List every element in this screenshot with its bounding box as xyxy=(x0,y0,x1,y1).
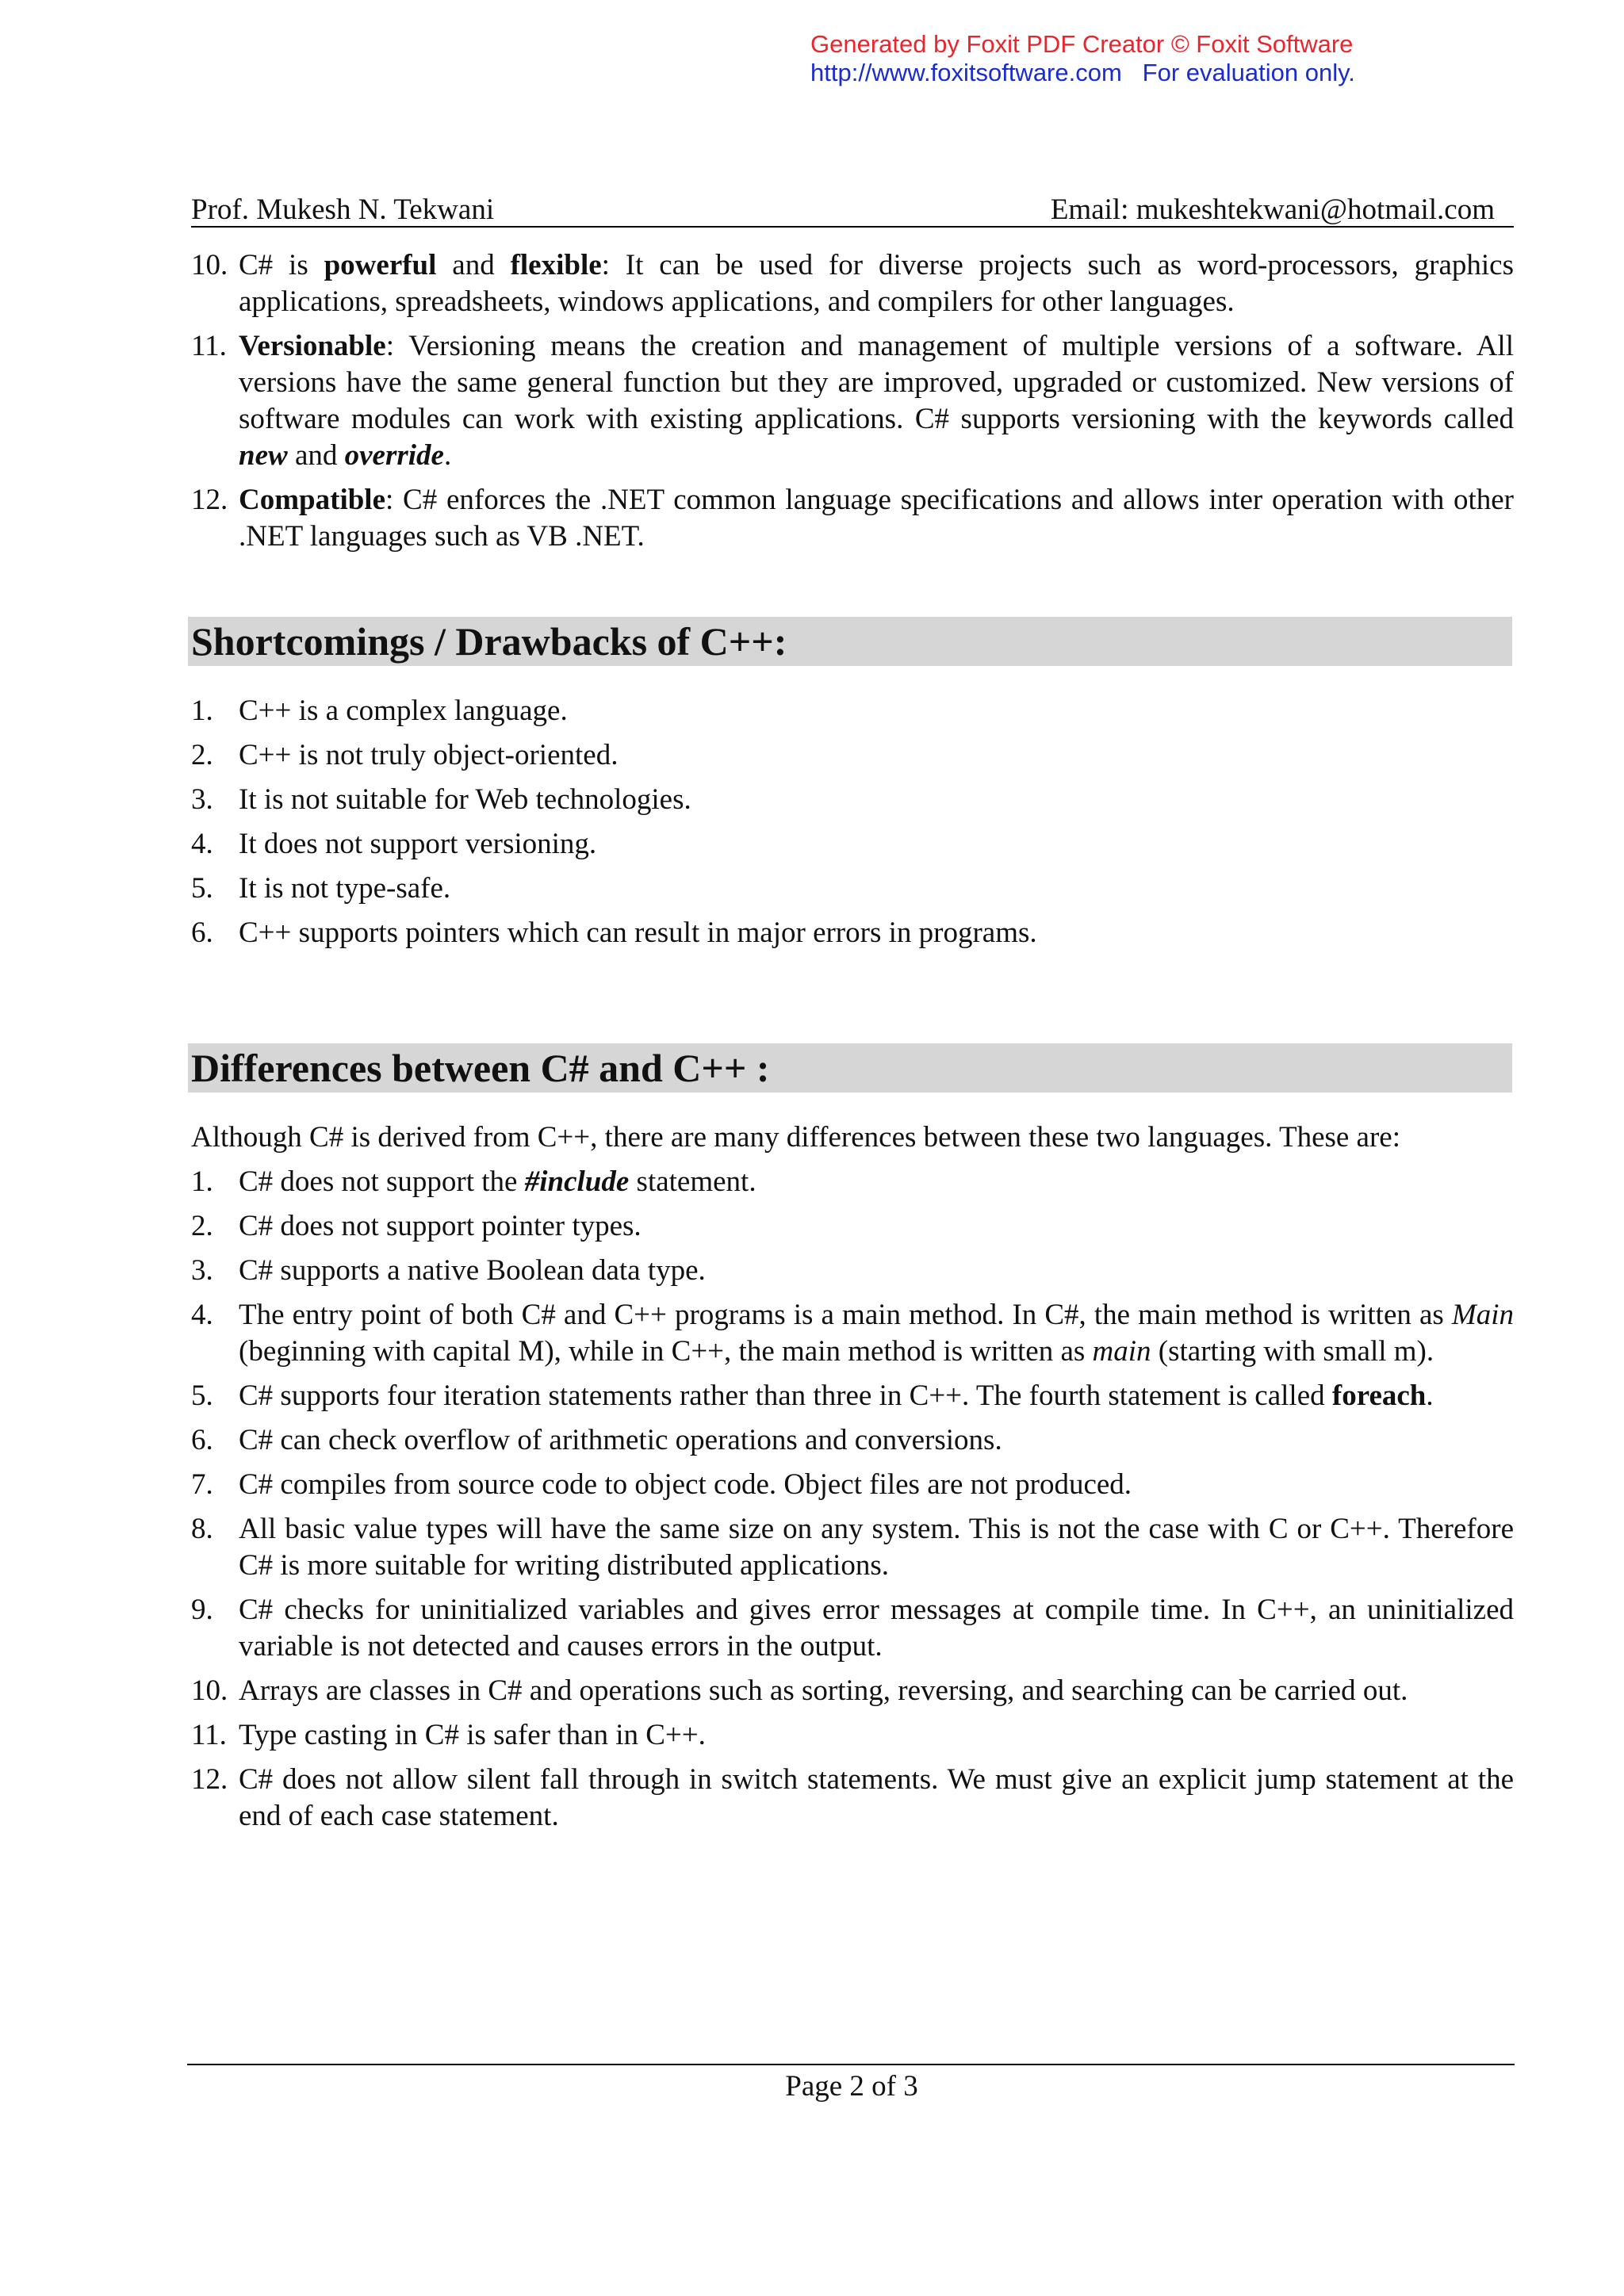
differences-list xyxy=(191,1164,1514,1835)
list-item-text: The entry point of both C# and C++ programs is a main method. In C#, the main method is written as xyxy=(239,1299,1452,1331)
page-footer: Page 2 of 3 xyxy=(785,2070,918,2103)
list-item xyxy=(191,1511,1514,1584)
list-item xyxy=(191,247,1514,320)
list-item-number: 9. xyxy=(191,1594,213,1626)
list-item xyxy=(191,737,1514,774)
list-item xyxy=(191,1378,1514,1414)
list-item-number: 5. xyxy=(191,1380,213,1412)
list-item xyxy=(191,1297,1514,1370)
list-item-text: C# can check overflow of arithmetic operations and conversions. xyxy=(239,1424,1002,1456)
watermark-line2 xyxy=(810,59,1355,87)
list-item-text: C# does not allow silent fall through in switch statements. We must give an explicit jump statement at the end of each case statement. xyxy=(239,1763,1514,1832)
header-email: Email: mukeshtekwani@hotmail.com xyxy=(1050,193,1495,226)
list-item-text: C# does not support pointer types. xyxy=(239,1210,642,1242)
list-item xyxy=(191,871,1514,907)
list-item-number: 4. xyxy=(191,828,213,860)
list-item-text: C# checks for uninitialized variables and gives error messages at compile time. In C++, an uninitialized variable is not detected and causes errors in the output. xyxy=(239,1594,1514,1663)
list-item-number: 10. xyxy=(191,249,228,281)
list-item-text: . xyxy=(443,439,452,472)
list-item-text: C# is xyxy=(239,249,324,281)
list-item-text: powerful xyxy=(324,249,437,281)
list-item xyxy=(191,782,1514,818)
list-item xyxy=(191,1762,1514,1835)
list-item-text: . xyxy=(1426,1380,1434,1412)
list-item-number: 8. xyxy=(191,1513,213,1545)
list-item-text: (starting with small m). xyxy=(1151,1335,1434,1368)
list-item-number: 1. xyxy=(191,695,213,727)
page-header xyxy=(191,193,1514,228)
list-item-text: It is not type-safe. xyxy=(239,872,451,905)
list-item xyxy=(191,1208,1514,1245)
list-item-text: new xyxy=(239,439,288,472)
list-item-text: Type casting in C# is safer than in C++. xyxy=(239,1719,706,1751)
list-item-text: override xyxy=(344,439,444,472)
shortcomings-list xyxy=(191,693,1514,951)
list-item-text: Compatible xyxy=(239,484,385,516)
watermark-url-link[interactable]: http://www.foxitsoftware.com xyxy=(810,59,1122,86)
list-item-number: 11. xyxy=(191,1719,227,1751)
list-item-text: Versionable xyxy=(239,330,386,362)
foxit-watermark xyxy=(810,30,1355,87)
list-item xyxy=(191,693,1514,729)
list-item-text: C++ is not truly object-oriented. xyxy=(239,739,619,771)
list-item-text: Main xyxy=(1451,1299,1514,1331)
list-item-text: C# supports four iteration statements rather than three in C++. The fourth statement is called xyxy=(239,1380,1332,1412)
list-item xyxy=(191,1467,1514,1503)
list-item xyxy=(191,1422,1514,1459)
list-item-text: C# compiles from source code to object code. Object files are not produced. xyxy=(239,1468,1132,1501)
list-item xyxy=(191,1717,1514,1754)
list-item-text: It is not suitable for Web technologies. xyxy=(239,783,691,816)
list-item xyxy=(191,915,1514,951)
differences-intro: Although C# is derived from C++, there are many differences between these two languages. These are: xyxy=(191,1121,1401,1154)
list-item-text: : Versioning means the creation and management of multiple versions of a software. All versions have the same general function but they are improved, upgraded or customized. New versions of software modules can work with existing applications. C# supports versioning with the keywords called xyxy=(239,330,1514,435)
list-item-number: 12. xyxy=(191,1763,228,1796)
list-item-number: 1. xyxy=(191,1165,213,1198)
list-item-number: 5. xyxy=(191,872,213,905)
list-item-number: 2. xyxy=(191,1210,213,1242)
page-content xyxy=(191,247,1514,1843)
list-item xyxy=(191,482,1514,555)
list-item-text: : C# enforces the .NET common language specifications and allows inter operation with other .NET languages such as VB .NET. xyxy=(239,484,1514,553)
list-item-text: foreach xyxy=(1331,1380,1427,1412)
list-item-number: 2. xyxy=(191,739,213,771)
list-item-number: 6. xyxy=(191,1424,213,1456)
list-item-text: C# supports a native Boolean data type. xyxy=(239,1254,706,1287)
footer-divider xyxy=(187,2064,1515,2065)
list-item-text: and xyxy=(287,439,345,472)
watermark-eval-text: For evaluation only. xyxy=(1142,59,1355,86)
list-item xyxy=(191,826,1514,863)
list-item xyxy=(191,328,1514,474)
shortcomings-heading: Shortcomings / Drawbacks of C++: xyxy=(188,617,1512,666)
list-item-number: 11. xyxy=(191,330,227,362)
list-item xyxy=(191,1673,1514,1709)
list-item-text: and xyxy=(436,249,511,281)
list-item-text: C++ supports pointers which can result in major errors in programs. xyxy=(239,916,1037,949)
list-item-text: : It can be used for diverse projects such as word-processors, graphics applications, spreadsheets, windows applications, and compilers for other languages. xyxy=(239,249,1515,318)
list-item-text: statement. xyxy=(629,1165,756,1198)
list-item-number: 6. xyxy=(191,916,213,949)
list-item-text: It does not support versioning. xyxy=(239,828,597,860)
list-item-number: 7. xyxy=(191,1468,213,1501)
features-list xyxy=(191,247,1514,555)
watermark-line1: Generated by Foxit PDF Creator © Foxit Software xyxy=(810,30,1354,58)
list-item-number: 3. xyxy=(191,1254,213,1287)
list-item xyxy=(191,1164,1514,1200)
list-item-text: main xyxy=(1092,1335,1151,1368)
list-item-text: (beginning with capital M), while in C++, the main method is written as xyxy=(239,1335,1093,1368)
list-item xyxy=(191,1253,1514,1289)
list-item-number: 4. xyxy=(191,1299,213,1331)
differences-heading: Differences between C# and C++ : xyxy=(188,1043,1512,1093)
list-item-number: 3. xyxy=(191,783,213,816)
list-item-text: #include xyxy=(524,1165,630,1198)
list-item-text: C++ is a complex language. xyxy=(239,695,568,727)
list-item xyxy=(191,1592,1514,1665)
list-item-text: C# does not support the xyxy=(239,1165,525,1198)
list-item-number: 10. xyxy=(191,1674,228,1707)
list-item-text: All basic value types will have the same size on any system. This is not the case with C or C++. Therefore C# is more suitable for writing distributed applications. xyxy=(239,1513,1514,1582)
header-author: Prof. Mukesh N. Tekwani xyxy=(191,193,495,226)
list-item-text: Arrays are classes in C# and operations such as sorting, reversing, and searching can be carried out. xyxy=(239,1674,1408,1707)
list-item-number: 12. xyxy=(191,484,228,516)
list-item-text: flexible xyxy=(510,249,602,281)
